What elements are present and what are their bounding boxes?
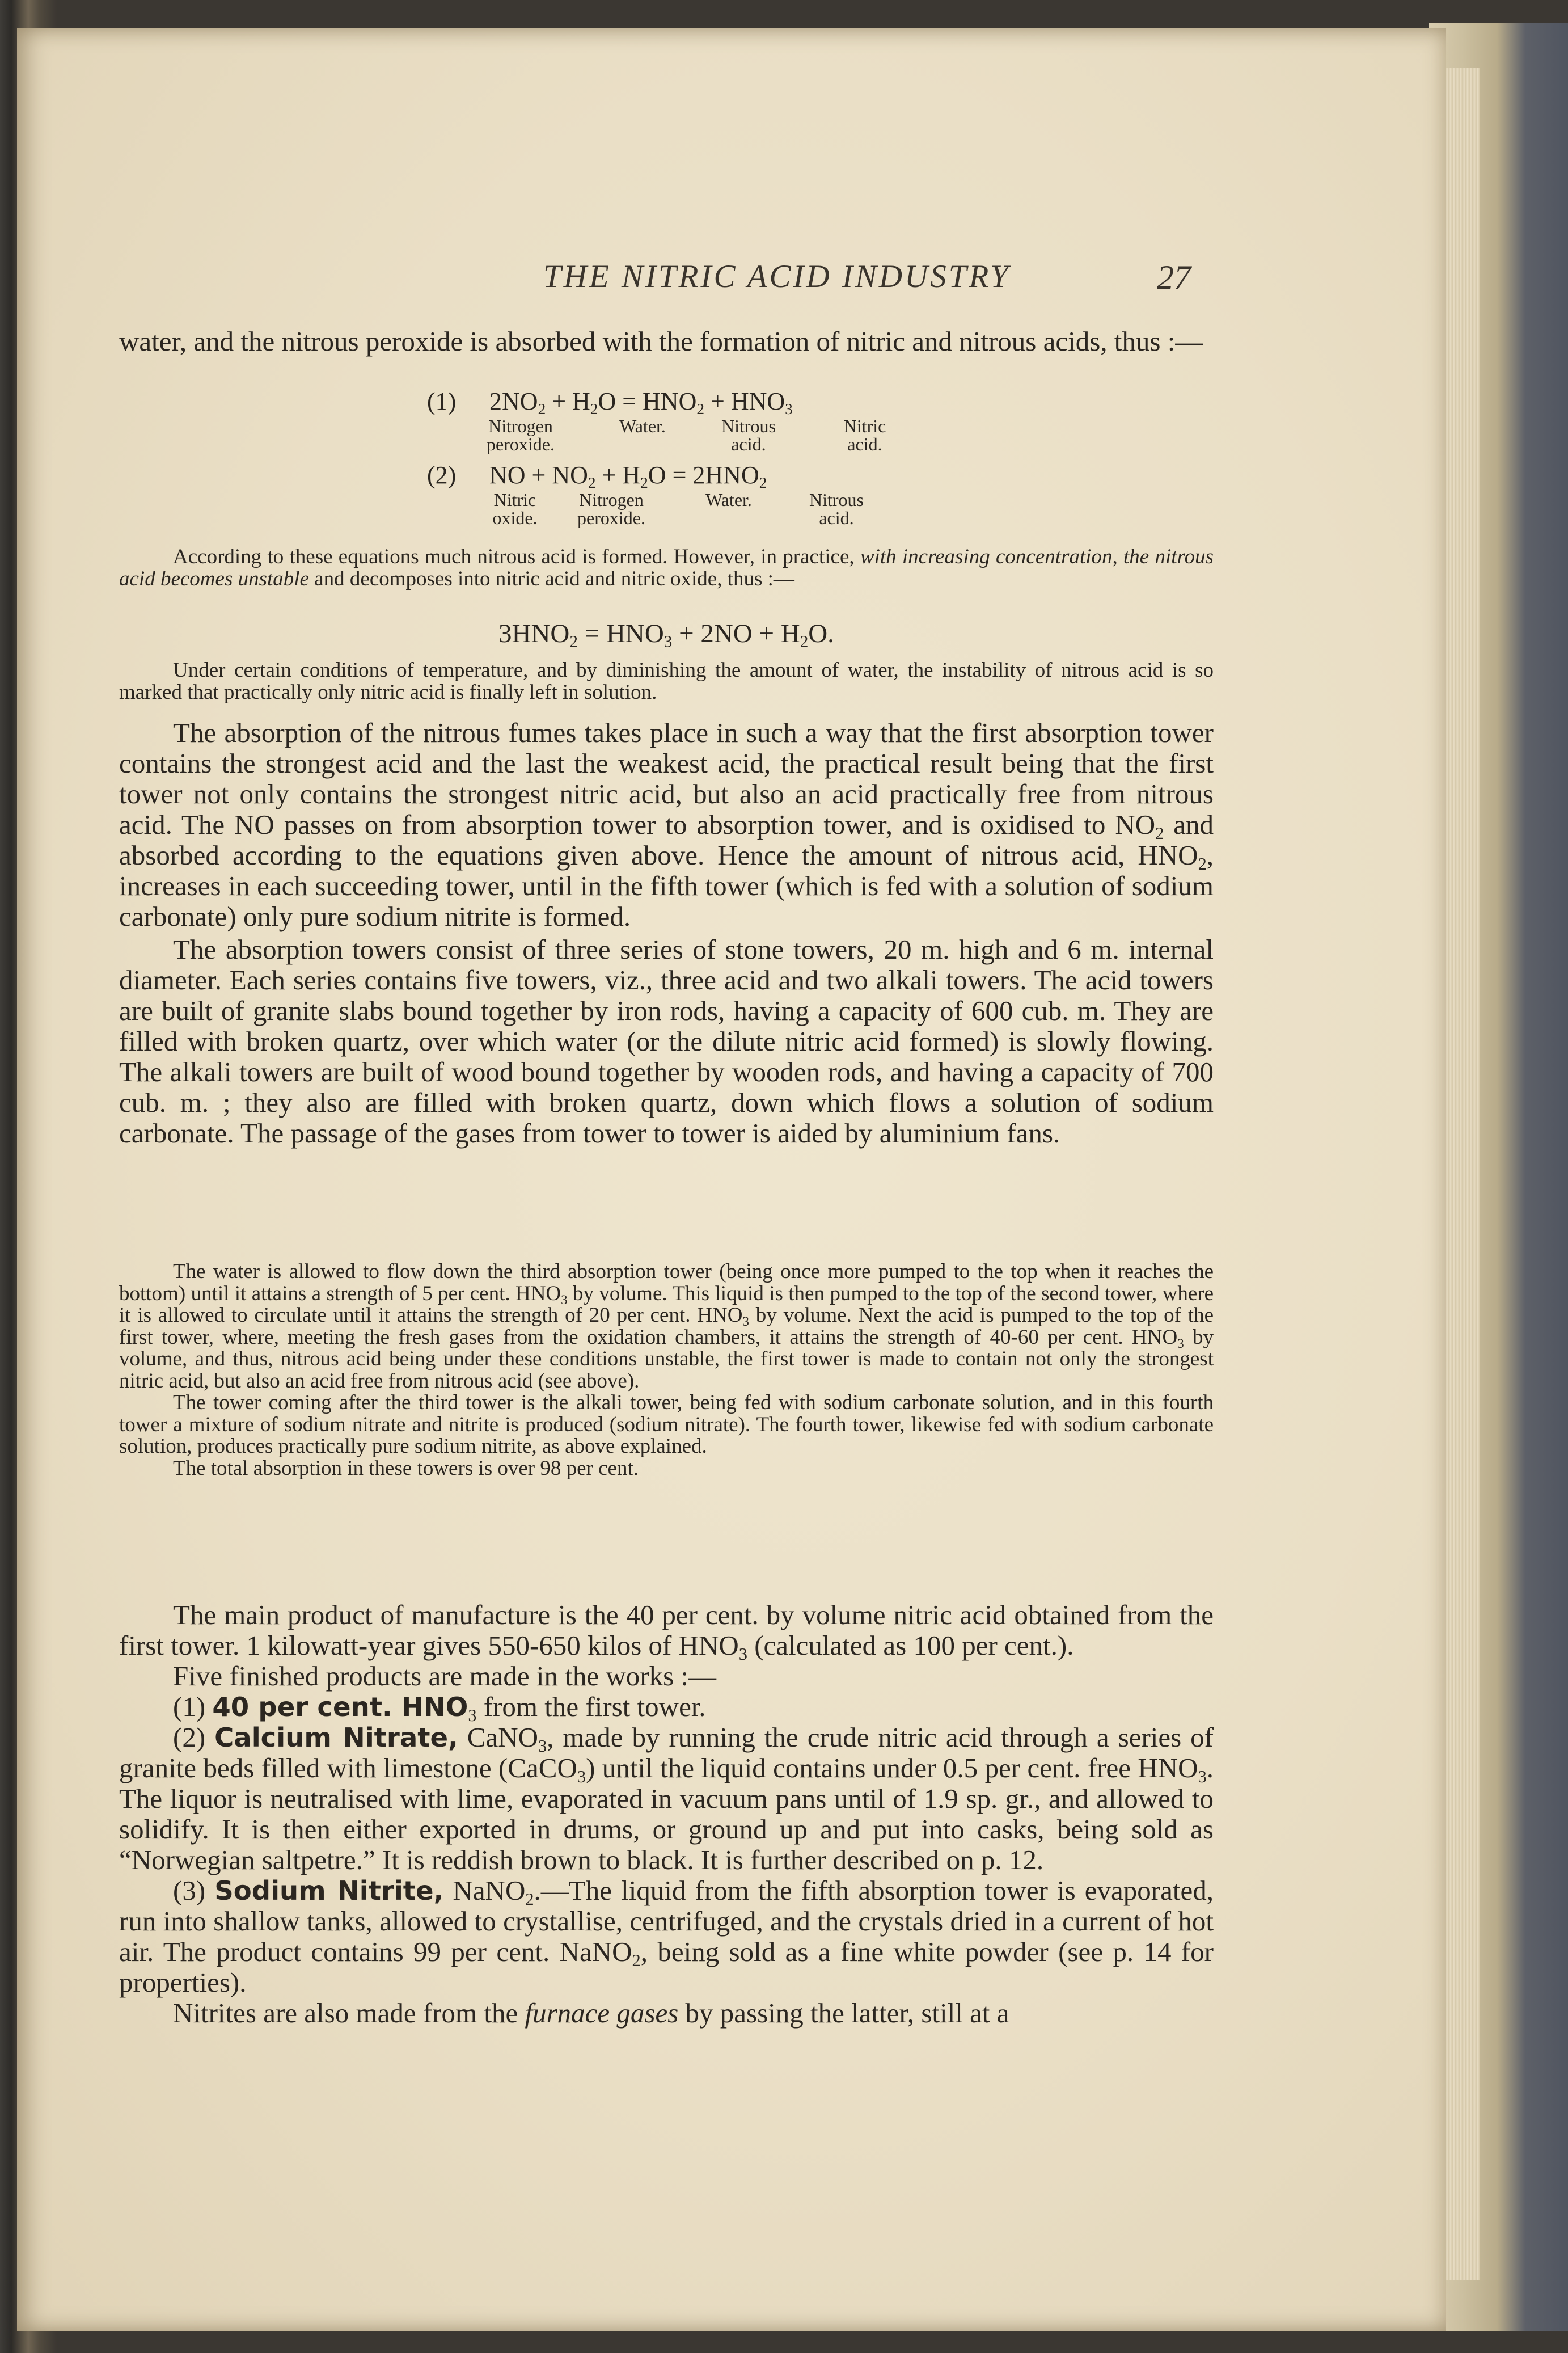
equation-2-label-nitrous-acid: Nitrous acid. bbox=[809, 490, 864, 528]
equation-2-label-nitrogen-peroxide: Nitrogen peroxide. bbox=[577, 490, 645, 528]
equation-2-formula: NO + $NO_2 + H_2O = 2HNO_2$ bbox=[489, 461, 767, 492]
book-page bbox=[17, 28, 1446, 2331]
equation-1-number: (1) bbox=[427, 387, 457, 415]
small-print-total-absorption: The total absorption in these towers is over 98 per cent. bbox=[173, 1456, 639, 1480]
equation-2-label-nitric-oxide: Nitric oxide. bbox=[492, 490, 538, 528]
product-item-3-sodium-nitrite: (3) Sodium Nitrite, NaNO$_2$.—The liquid from the fifth absorption tower is evaporated, run into shallow tanks, allowed to crystallise, centrifuged, and the crystals dried in a current of hot air. The product contains 99 per cent. NaNO$_2$, being sold as a fine white powder (see p. 14 for properties). bbox=[119, 1875, 1214, 1998]
product-item-1: (1) 40 per cent. $HNO_3$ from the first tower. bbox=[173, 1691, 706, 1726]
page-edges bbox=[1440, 68, 1480, 2280]
note-according-to-equations: According to these equations much nitrous acid is formed. However, in practice, with increasing concentration, the nitrous acid becomes unstable and decomposes into nitric acid and nitric oxide, thus :— bbox=[119, 545, 1214, 591]
small-print-water-flow: The water is allowed to flow down the third absorption tower (being once more pumped to the top when it reaches the bottom) until it attains a strength of 5 per cent. $HNO_3$ by volume. This liquid is then pumped to the top of the second tower, where it is allowed to circulate until it attains the strength of 20 per cent. $HNO_3$ by volume. Next the acid is pumped to the top of the first tower, where, meeting the fresh gases from the oxidation chambers, it attains the strength of 40-60 per cent. $HNO_3$ by volume, and thus, nitrous acid being under these conditions unstable, the first tower is made to contain not only the strongest nitric acid, but also an acid free from nitrous acid (see above). The tower coming after the third tower is the alkali tower, being fed with sodium carbonate solution, and in this fourth tower a mixture of sodium nitrate and nitrite is produced (sodium nitrate). The fourth tower, likewise fed with sodium carbonate solution, produces practically pure sodium nitrite, as above explained. The total absorption in these towers is over 98 per cent. bbox=[119, 1260, 1214, 1480]
paragraph-absorption-towers: The absorption towers consist of three series of stone towers, 20 m. high and 6 m. internal diameter. Each series contains five towers, viz., three acid and two alkali towers. The acid towers are built of granite slabs bound together by iron rods, having a capacity of 600 cub. m. They are filled with broken quartz, over which water (or the dilute nitric acid formed) is slowly flowing. The alkali towers are built of wood bound together by wooden rods, and having a capacity of 700 cub. m. ; they also are filled with broken quartz, down which flows a solution of sodium carbonate. The passage of the gases from tower to tower is aided by aluminium fans. bbox=[119, 934, 1214, 1149]
running-header-title: THE NITRIC ACID INDUSTRY bbox=[543, 259, 1011, 294]
paragraph-absorption: The absorption of the nitrous fumes takes place in such a way that the first absorption tower contains the strongest acid and the last the weakest acid, the practical result being that the first tower not only contains the strongest nitric acid, but also an acid practically free from nitrous acid. The NO passes on from absorption tower to absorption tower, and is oxidised to $NO_2$ and absorbed according to the equations given above. Hence the amount of nitrous acid, $HNO_2$, increases in each succeeding tower, until in the fifth tower (which is fed with a solution of sodium carbonate) only pure sodium nitrite is formed. The absorption towers consist of three series of stone towers, 20 m. high and 6 m. internal diameter. Each series contains five towers, viz., three acid and two alkali towers. The acid towers are built of granite slabs bound together by iron rods, having a capacity of 600 cub. m. They are filled with broken quartz, over which water (or the dilute nitric acid formed) is slowly flowing. The alkali towers are built of wood bound together by wooden rods, and having a capacity of 700 cub. m. ; they also are filled with broken quartz, down which flows a solution of sodium carbonate. The passage of the gases from tower to tower is aided by aluminium fans. bbox=[119, 717, 1214, 1149]
note-under-certain-conditions: Under certain conditions of temperature, and by diminishing the amount of water, the instability of nitrous acid is so marked that practically only nitric acid is finally left in solution. bbox=[119, 659, 1214, 704]
equation-1-label-nitrous-acid: Nitrous acid. bbox=[721, 416, 776, 454]
page-number: 27 bbox=[1157, 259, 1191, 296]
equation-3: $3HNO_2 = HNO_3 + 2NO + H_2O$. bbox=[498, 619, 834, 651]
equation-2-number: (2) bbox=[427, 461, 457, 489]
paragraph-main-product: The main product of manufacture is the 40 per cent. by volume nitric acid obtained from the first tower. 1 kilowatt-year gives 550-650 kilos of $HNO_3$ (calculated as 100 per cent.). Five finished products are made in the works :— (1) 40 per cent. $HNO_3$ from the first tower. (2) Calcium Nitrate, CaNO$_3$, made by running the crude nitric acid through a series of granite beds filled with limestone (CaCO$_3$) until the liquid contains under 0.5 per cent. free $HNO_3$. The liquor is neutralised with lime, evaporated in vacuum pans until of 1.9 sp. gr., and allowed to solidify. It is then either exported in drums, or ground up and put into casks, being sold as “Norwegian saltpetre.” It is reddish brown to black. It is further described on p. 12. (3) Sodium Nitrite, NaNO$_2$.—The liquid from the fifth absorption tower is evaporated, run into shallow tanks, allowed to crystallise, centrifuged, and the crystals dried in a current of hot air. The product contains 99 per cent. NaNO$_2$, being sold as a fine white powder (see p. 14 for properties). Nitrites are also made from the furnace gases by passing the latter, still at a bbox=[119, 1599, 1214, 2029]
intro-paragraph: water, and the nitrous peroxide is absorbed with the formation of nitric and nitrous acids, thus :— bbox=[119, 326, 1203, 357]
equation-1-label-water: Water. bbox=[619, 416, 666, 436]
equation-2-label-water: Water. bbox=[705, 490, 752, 510]
equation-1-label-nitric-acid: Nitric acid. bbox=[843, 416, 886, 454]
paragraph-five-products: Five finished products are made in the works :— bbox=[173, 1660, 717, 1692]
equation-1-label-nitrogen-peroxide: Nitrogen peroxide. bbox=[487, 416, 555, 454]
paragraph-nitrites-furnace-gases: Nitrites are also made from the furnace gases by passing the latter, still at a bbox=[173, 1997, 1009, 2029]
product-item-2-calcium-nitrate: (2) Calcium Nitrate, CaNO$_3$, made by running the crude nitric acid through a series of granite beds filled with limestone (CaCO$_3$) until the liquid contains under 0.5 per cent. free $HNO_3$. The liquor is neutralised with lime, evaporated in vacuum pans until of 1.9 sp. gr., and allowed to solidify. It is then either exported in drums, or ground up and put into casks, being sold as “Norwegian saltpetre.” It is reddish brown to black. It is further described on p. 12. bbox=[119, 1722, 1214, 1875]
equation-1-formula: $2NO_2 + H_2O = HNO_2 + HNO_3$ bbox=[489, 387, 793, 418]
small-print-alkali-tower: The tower coming after the third tower is the alkali tower, being fed with sodium carbonate solution, and in this fourth tower a mixture of sodium nitrate and nitrite is produced (sodium nitrate). The fourth tower, likewise fed with sodium carbonate solution, produces practically pure sodium nitrite, as above explained. bbox=[119, 1391, 1214, 1458]
